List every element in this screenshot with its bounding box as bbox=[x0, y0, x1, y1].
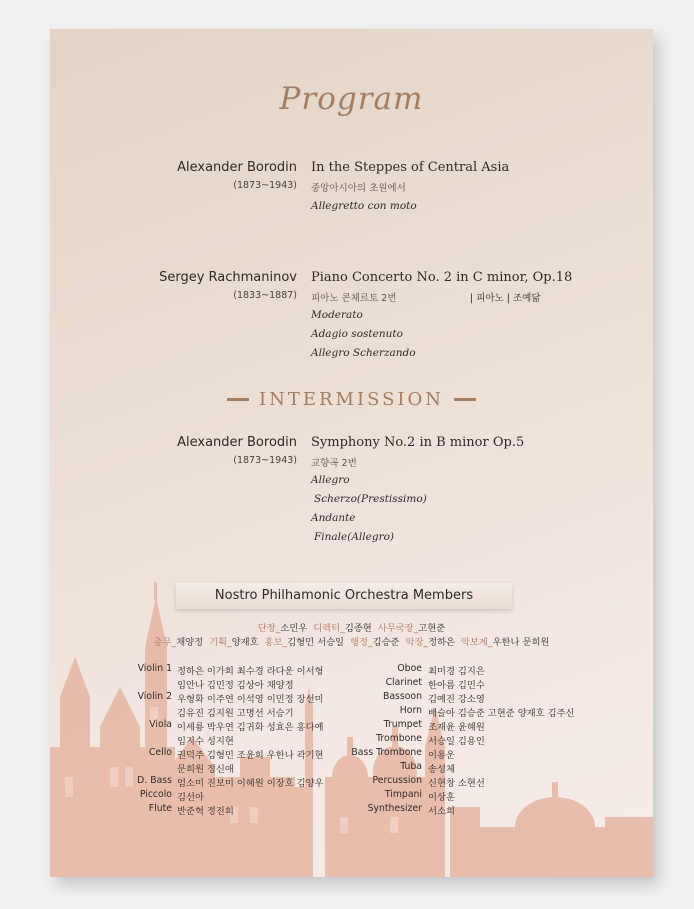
staff-names: 채양정 bbox=[176, 637, 204, 648]
staff-role: 단장_ bbox=[257, 623, 281, 634]
member-names: 김예진 강소영 bbox=[428, 694, 485, 705]
members-title: Nostro Philhamonic Orchestra Members bbox=[176, 583, 512, 609]
work-title-korean: 중앙아시아의 초원에서 bbox=[311, 183, 406, 194]
divider-bar bbox=[227, 398, 249, 401]
intermission-divider bbox=[50, 387, 653, 411]
member-names: 송성체 bbox=[428, 764, 455, 775]
staff-role: 악보계_ bbox=[460, 637, 493, 648]
staff-role: 홍보_ bbox=[264, 637, 288, 648]
composer-years: (1873~1943) bbox=[233, 455, 297, 466]
instrument-label: Oboe bbox=[397, 663, 422, 674]
instrument-label: Trumpet bbox=[383, 719, 422, 730]
divider-bar bbox=[454, 398, 476, 401]
member-names: 우형화 이주연 이석영 이민정 장선미 bbox=[177, 694, 324, 705]
composer-name: Sergey Rachmaninov bbox=[159, 270, 297, 285]
movement: Moderato bbox=[311, 309, 363, 321]
member-names: 조재윤 윤혜원 bbox=[428, 722, 485, 733]
member-names: 엄소미 진보미 이혜원 이장호 김양우 bbox=[177, 778, 324, 789]
instrument-label: Cello bbox=[148, 747, 172, 758]
instrument-label: Violin 1 bbox=[137, 663, 172, 674]
staff-line-2 bbox=[50, 634, 653, 648]
staff-role: 기획_ bbox=[209, 637, 232, 648]
program-title: Program bbox=[279, 81, 424, 117]
staff-names: 정하은 bbox=[428, 637, 456, 648]
instrument-label: Timpani bbox=[384, 789, 422, 800]
staff-names: 소민우 bbox=[280, 623, 308, 634]
staff-role: 총무_ bbox=[153, 637, 177, 648]
program-page bbox=[50, 29, 653, 877]
intermission-label: INTERMISSION bbox=[258, 388, 445, 410]
staff-names: 김형민 서승일 bbox=[287, 637, 345, 648]
staff-names: 김종현 bbox=[344, 623, 372, 634]
staff-names: 고현준 bbox=[418, 623, 446, 634]
movement: Finale(Allegro) bbox=[314, 531, 395, 543]
staff-names: 우한나 문희원 bbox=[492, 637, 550, 648]
member-names: 이용운 bbox=[428, 750, 455, 761]
movement: Andante bbox=[311, 512, 356, 524]
work-title-korean: 교향곡 2번 bbox=[311, 458, 357, 469]
movement: Scherzo(Prestissimo) bbox=[314, 493, 427, 505]
work-title: Piano Concerto No. 2 in C minor, Op.18 bbox=[311, 270, 573, 285]
composer-name: Alexander Borodin bbox=[177, 160, 297, 175]
member-names: 김유진 김지원 고명선 서승기 bbox=[177, 708, 294, 719]
staff-role: 악장_ bbox=[405, 637, 429, 648]
instrument-label: D. Bass bbox=[137, 775, 172, 786]
movement: Allegretto con moto bbox=[311, 200, 417, 212]
instrument-label: Clarinet bbox=[385, 677, 422, 688]
instrument-label: Bass Trombone bbox=[351, 747, 422, 758]
composer-years: (1873~1943) bbox=[233, 180, 297, 191]
instrument-label: Horn bbox=[399, 705, 422, 716]
member-names: 신현창 소현선 bbox=[428, 778, 485, 789]
member-names: 서소희 bbox=[428, 806, 455, 817]
member-names: 배슬아 김승준 고현준 양재호 김주신 bbox=[428, 708, 575, 719]
instrument-label: Percussion bbox=[372, 775, 422, 786]
member-names: 이세룡 박우연 김귀화 성효은 홍다예 bbox=[177, 722, 324, 733]
member-names: 권덕주 김형민 조윤희 우한나 곽기현 bbox=[177, 750, 324, 761]
composer-name: Alexander Borodin bbox=[177, 435, 297, 450]
soloist: | 피아노 | 조예닮 bbox=[470, 293, 541, 304]
instrument-label: Flute bbox=[148, 803, 172, 814]
instrument-label: Piccolo bbox=[139, 789, 172, 800]
instrument-label: Tuba bbox=[400, 761, 422, 772]
member-names: 김선아 bbox=[177, 792, 204, 803]
staff-role: 사무국장_ bbox=[377, 623, 419, 634]
movement: Allegro bbox=[311, 474, 350, 486]
member-names: 임안나 김민정 김상아 채양정 bbox=[177, 680, 294, 691]
work-title: Symphony No.2 in B minor Op.5 bbox=[311, 435, 525, 450]
member-names: 서승일 김용인 bbox=[428, 736, 485, 747]
movement: Allegro Scherzando bbox=[311, 347, 416, 359]
member-names: 반준혁 정진희 bbox=[177, 806, 234, 817]
staff-line-1 bbox=[50, 620, 653, 634]
member-names: 임지수 성지현 bbox=[177, 736, 234, 747]
instrument-label: Violin 2 bbox=[137, 691, 172, 702]
staff-names: 김승준 bbox=[372, 637, 400, 648]
composer-years: (1833~1887) bbox=[233, 290, 297, 301]
instrument-label: Viola bbox=[149, 719, 172, 730]
member-names: 한아름 김민수 bbox=[428, 680, 485, 691]
member-names: 이상훈 bbox=[428, 792, 455, 803]
instrument-label: Bassoon bbox=[382, 691, 422, 702]
member-names: 최미경 김지은 bbox=[428, 666, 485, 677]
work-title: In the Steppes of Central Asia bbox=[311, 160, 510, 175]
instrument-label: Synthesizer bbox=[367, 803, 422, 814]
work-title-korean: 피아노 콘체르토 2번 bbox=[311, 293, 397, 304]
staff-role: 행정_ bbox=[349, 637, 373, 648]
member-names: 문희원 정신애 bbox=[177, 764, 234, 775]
staff-role: 디렉터_ bbox=[313, 623, 345, 634]
staff-names: 양재호 bbox=[231, 637, 259, 648]
instrument-label: Trombone bbox=[376, 733, 422, 744]
member-names: 정하은 이가희 최수경 라다운 이서형 bbox=[177, 666, 324, 677]
movement: Adagio sostenuto bbox=[311, 328, 403, 340]
